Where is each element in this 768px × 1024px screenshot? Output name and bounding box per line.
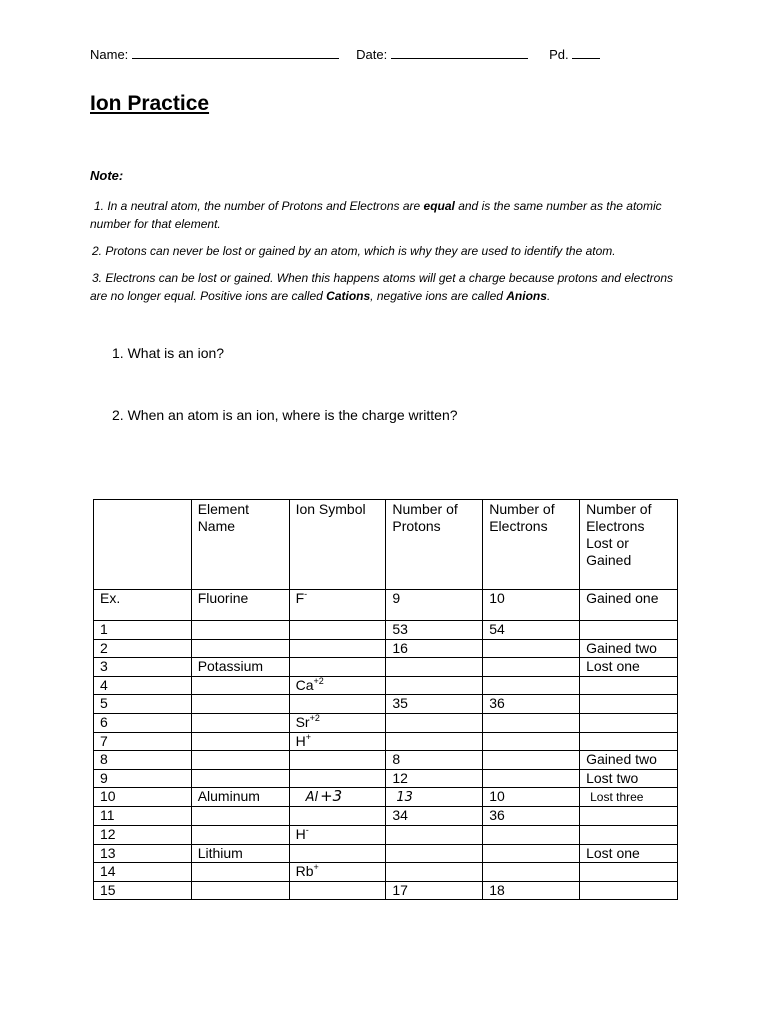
change-value: Gained two: [586, 751, 657, 768]
cell-change: Gained one: [580, 590, 678, 621]
note-item-2: 2. Protons can never be lost or gained by an atom, which is why they are used to identify the atom.: [92, 244, 616, 258]
change-value: Lost one: [586, 844, 640, 861]
protons-value: 13: [396, 790, 413, 806]
symbol-charge: +: [305, 731, 311, 742]
cell-change[interactable]: [580, 713, 678, 732]
cell-electrons[interactable]: [483, 658, 580, 677]
cell-element[interactable]: [191, 881, 289, 900]
header-cell-element: Element Name: [191, 500, 289, 590]
cell-electrons: 10: [483, 590, 580, 621]
cell-electrons[interactable]: 36: [483, 695, 580, 714]
cell-change[interactable]: [580, 676, 678, 695]
note-item-3-cations: Cations: [326, 289, 371, 303]
date-label: Date:: [356, 47, 388, 62]
cell-symbol[interactable]: [289, 695, 386, 714]
cell-change[interactable]: [580, 751, 678, 770]
cell-element: Fluorine: [191, 590, 289, 621]
symbol-charge: +2: [313, 675, 324, 686]
symbol-charge: +: [313, 862, 319, 873]
symbol-base: F: [295, 590, 305, 606]
cell-symbol[interactable]: [289, 844, 386, 863]
table-row: [94, 713, 678, 732]
cell-index: 14: [94, 863, 192, 882]
cell-change[interactable]: [580, 639, 678, 658]
cell-index: 5: [94, 695, 192, 714]
table-row: [94, 769, 678, 788]
cell-index: 12: [94, 825, 192, 844]
cell-element[interactable]: [191, 639, 289, 658]
table-row: [94, 732, 678, 751]
note-item-3-end: .: [546, 289, 551, 303]
note-item-1: [90, 197, 680, 233]
cell-electrons[interactable]: 10: [483, 788, 580, 807]
change-value: Lost two: [586, 769, 639, 786]
table-row: [94, 881, 678, 900]
ion-practice-table: [93, 499, 678, 900]
change-value: Gained two: [586, 639, 657, 656]
symbol-base: Al: [305, 790, 319, 806]
cell-index: 11: [94, 807, 192, 826]
cell-element[interactable]: [191, 621, 289, 640]
cell-index: 13: [94, 844, 192, 863]
symbol-base: Ca: [295, 676, 314, 693]
question-2: 2. When an atom is an ion, where is the charge written?: [112, 407, 458, 423]
cell-index: 8: [94, 751, 192, 770]
table-row: [94, 676, 678, 695]
cell-symbol[interactable]: [289, 639, 386, 658]
cell-index: 4: [94, 676, 192, 695]
cell-symbol[interactable]: [289, 751, 386, 770]
table-row: [94, 825, 678, 844]
table-row: [94, 695, 678, 714]
header-cell-index: [94, 500, 192, 590]
note-item-3-anions: Anions: [506, 289, 547, 303]
cell-electrons[interactable]: [483, 751, 580, 770]
cell-symbol[interactable]: [289, 676, 386, 695]
question-1: 1. What is an ion?: [112, 345, 225, 361]
cell-symbol[interactable]: [289, 713, 386, 732]
period-label: Pd.: [549, 47, 569, 62]
cell-element[interactable]: [191, 863, 289, 882]
cell-change[interactable]: [580, 621, 678, 640]
protons-value: 12: [392, 769, 408, 786]
cell-change[interactable]: [580, 825, 678, 844]
table-row: [94, 863, 678, 882]
change-value: Lost one: [586, 658, 640, 675]
cell-symbol[interactable]: [289, 732, 386, 751]
cell-electrons[interactable]: [483, 639, 580, 658]
cell-index: 1: [94, 621, 192, 640]
student-info-header: [90, 46, 600, 62]
note-item-3-middle: , negative ions are called: [370, 289, 507, 303]
cell-change[interactable]: [580, 863, 678, 882]
symbol-base: H: [295, 732, 306, 749]
symbol-base: Rb: [295, 863, 314, 880]
table-row: [94, 751, 678, 770]
table-row: [94, 639, 678, 658]
cell-protons[interactable]: [386, 769, 483, 788]
cell-element[interactable]: [191, 732, 289, 751]
protons-value: 53: [392, 621, 408, 637]
cell-symbol[interactable]: [289, 807, 386, 826]
cell-protons[interactable]: [386, 863, 483, 882]
note-item-3-text: 3. Electrons can be lost or gained. When this happens atoms will get a charge because protons and electrons are no longer equal. Positive ions are called: [90, 271, 674, 303]
cell-change[interactable]: [580, 695, 678, 714]
cell-element[interactable]: [191, 751, 289, 770]
cell-index: 15: [94, 881, 192, 900]
cell-electrons[interactable]: [483, 713, 580, 732]
cell-change[interactable]: [580, 658, 678, 677]
table-row: [94, 621, 678, 640]
cell-index: Ex.: [94, 590, 192, 621]
protons-value: 8: [392, 751, 401, 768]
symbol-charge: -: [304, 589, 308, 599]
cell-element[interactable]: Aluminum: [191, 788, 289, 807]
cell-electrons[interactable]: 54: [483, 621, 580, 640]
cell-element[interactable]: [191, 695, 289, 714]
cell-index: 6: [94, 713, 192, 732]
cell-protons[interactable]: [386, 788, 483, 807]
cell-protons[interactable]: [386, 676, 483, 695]
cell-symbol[interactable]: [289, 788, 386, 807]
cell-symbol[interactable]: [289, 863, 386, 882]
header-cell-change: Number of Electrons Lost or Gained: [580, 500, 678, 590]
period-field[interactable]: [572, 46, 600, 59]
protons-value: 34: [392, 807, 408, 824]
cell-symbol[interactable]: [289, 769, 386, 788]
protons-value: 35: [392, 695, 408, 712]
cell-symbol: [289, 590, 386, 621]
protons-value: 17: [392, 881, 408, 898]
cell-change[interactable]: [580, 844, 678, 863]
cell-element[interactable]: Lithium: [191, 844, 289, 863]
cell-electrons[interactable]: [483, 732, 580, 751]
cell-electrons[interactable]: 36: [483, 807, 580, 826]
cell-electrons[interactable]: [483, 844, 580, 863]
note-item-1-bold: equal: [423, 199, 455, 213]
cell-change[interactable]: [580, 732, 678, 751]
cell-element[interactable]: [191, 807, 289, 826]
cell-index: 10: [94, 788, 192, 807]
cell-change[interactable]: [580, 788, 678, 807]
header-cell-electrons: Number of Electrons: [483, 500, 580, 590]
protons-value: 16: [392, 639, 408, 656]
cell-change[interactable]: [580, 807, 678, 826]
cell-protons[interactable]: [386, 658, 483, 677]
note-item-3: [90, 269, 680, 305]
table-row: [94, 844, 678, 863]
note-item-1-suffix: and is the same number as the atomic number for that element.: [90, 199, 662, 231]
cell-protons[interactable]: [386, 695, 483, 714]
example-row: [94, 590, 678, 621]
symbol-charge: +3: [320, 787, 343, 806]
cell-element[interactable]: [191, 713, 289, 732]
symbol-charge: +2: [309, 712, 320, 723]
cell-index: 9: [94, 769, 192, 788]
header-cell-symbol: Ion Symbol: [289, 500, 386, 590]
cell-element[interactable]: Potassium: [191, 658, 289, 677]
cell-change[interactable]: [580, 881, 678, 900]
symbol-base: H: [295, 825, 306, 842]
table-row: [94, 807, 678, 826]
cell-symbol[interactable]: [289, 658, 386, 677]
cell-electrons[interactable]: [483, 676, 580, 695]
name-label: Name:: [90, 47, 129, 62]
table-row: [94, 788, 678, 807]
page-title: Ion Practice: [90, 92, 210, 115]
table-row: [94, 658, 678, 677]
cell-protons[interactable]: [386, 732, 483, 751]
cell-protons[interactable]: [386, 807, 483, 826]
cell-index: 3: [94, 658, 192, 677]
cell-element[interactable]: [191, 676, 289, 695]
cell-element[interactable]: [191, 825, 289, 844]
cell-protons[interactable]: [386, 844, 483, 863]
name-field[interactable]: [132, 46, 339, 59]
cell-element[interactable]: [191, 769, 289, 788]
cell-symbol[interactable]: [289, 825, 386, 844]
cell-protons[interactable]: [386, 621, 483, 640]
note-item-1-text: 1. In a neutral atom, the number of Protons and Electrons are: [94, 199, 424, 213]
cell-electrons[interactable]: [483, 825, 580, 844]
cell-protons[interactable]: [386, 639, 483, 658]
cell-protons: 9: [386, 590, 483, 621]
cell-index: 7: [94, 732, 192, 751]
cell-protons[interactable]: [386, 881, 483, 900]
change-value: Lost three: [590, 790, 644, 805]
cell-electrons[interactable]: [483, 863, 580, 882]
header-cell-protons: Number of Protons: [386, 500, 483, 590]
cell-symbol[interactable]: [289, 881, 386, 900]
cell-electrons[interactable]: [483, 769, 580, 788]
note-heading: Note:: [90, 168, 124, 183]
cell-protons[interactable]: [386, 825, 483, 844]
cell-electrons[interactable]: 18: [483, 881, 580, 900]
cell-change[interactable]: [580, 769, 678, 788]
cell-symbol[interactable]: [289, 621, 386, 640]
cell-protons[interactable]: [386, 751, 483, 770]
cell-index: 2: [94, 639, 192, 658]
table-header-row: [94, 500, 678, 590]
date-field[interactable]: [391, 46, 528, 59]
symbol-charge: -: [305, 824, 309, 835]
cell-protons[interactable]: [386, 713, 483, 732]
symbol-base: Sr: [295, 713, 310, 730]
